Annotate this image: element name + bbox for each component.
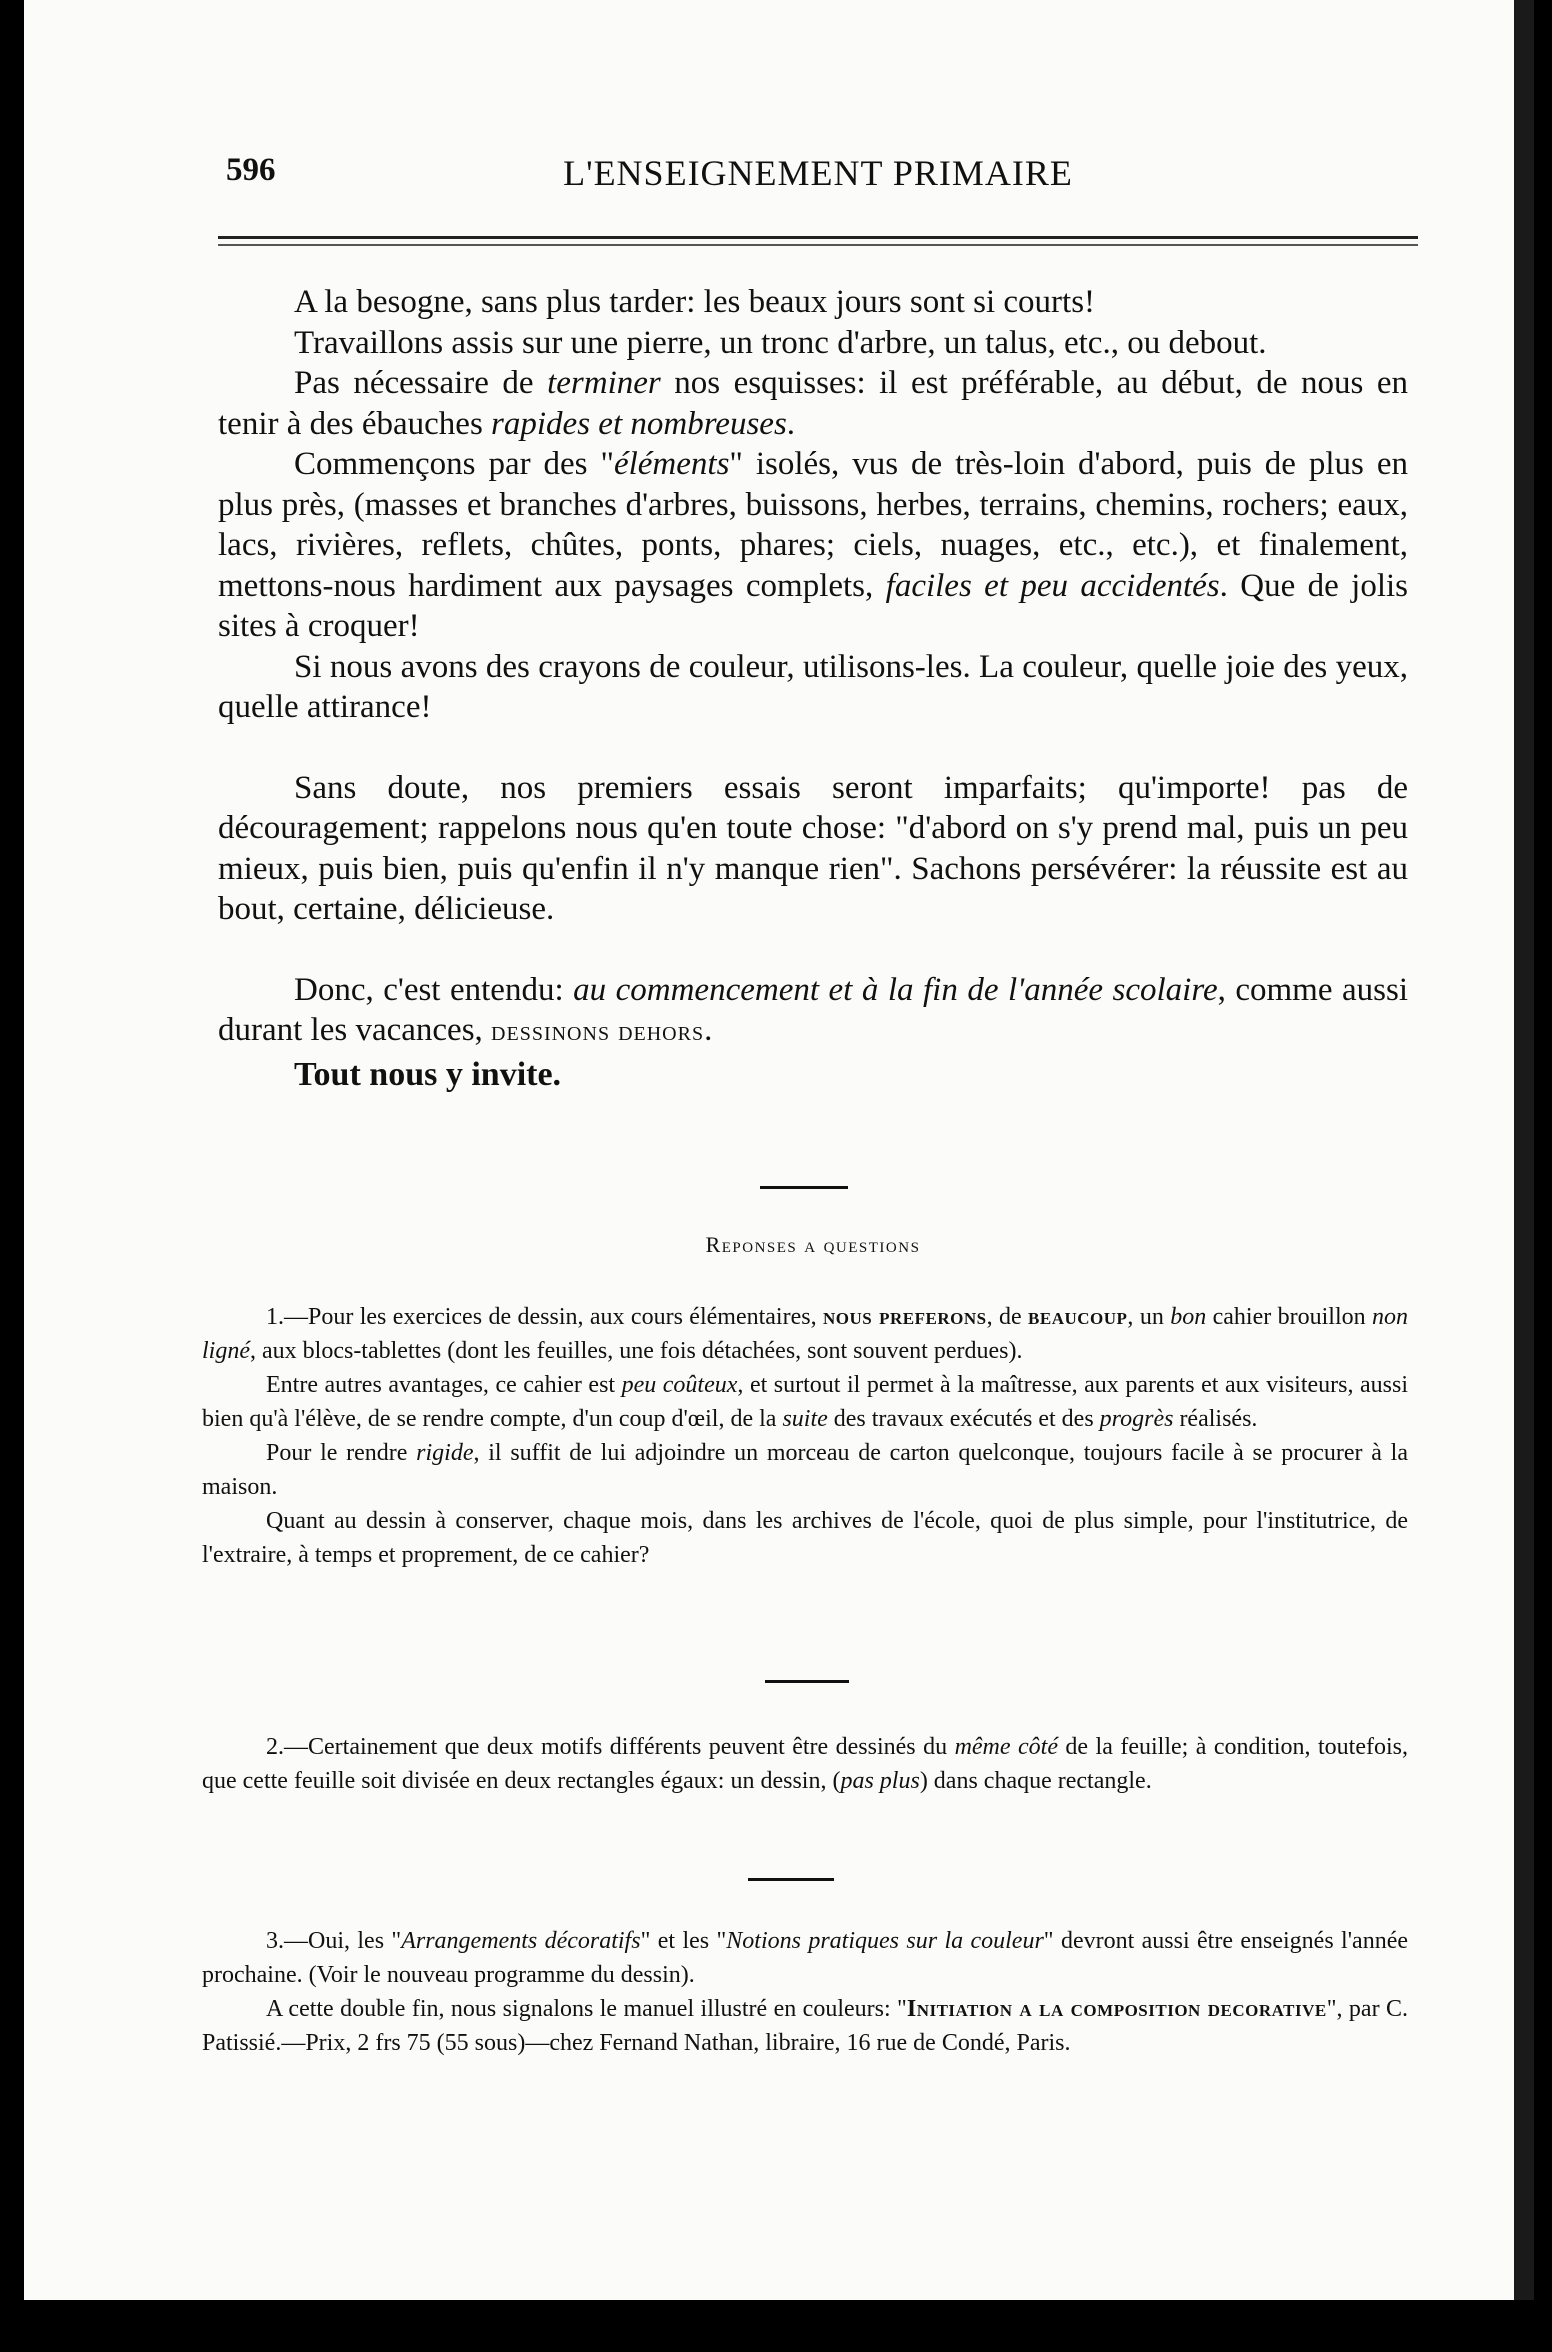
answer-2 [202, 1730, 1408, 1798]
paragraph: Pas nécessaire de terminer nos esquisses: il est préférable, au début, de nous en tenir à des ébauches rapides et nombreuses. [218, 365, 1408, 442]
section-title: Reponses a questions [705, 1232, 921, 1257]
separator-rule [765, 1680, 849, 1683]
answer-paragraph: 2.—Certainement que deux motifs différents peuvent être dessinés du même côté de la feuille; à condition, toutefois, que cette feuille soit divisée en deux rectangles égaux: un dessin, (pas plus) dans chaque rectangle. [202, 1734, 1408, 1794]
page-edge [1514, 0, 1534, 2300]
paragraph: Si nous avons des crayons de couleur, utilisons-les. La couleur, quelle joie des yeux, quelle attirance! [218, 648, 1408, 725]
separator-rule [760, 1186, 848, 1189]
answer-paragraph: A cette double fin, nous signalons le manuel illustré en couleurs: "Initiation a la composition decorative", par C. Patissié.—Prix, 2 frs 75 (55 sous)—chez Fernand Nathan, libraire, 16 rue de Condé, Paris. [202, 1996, 1408, 2056]
paragraph: A la besogne, sans plus tarder: les beaux jours sont si courts! [294, 284, 1096, 320]
answer-paragraph: Pour le rendre rigide, il suffit de lui adjoindre un morceau de carton quelconque, toujours facile à se procurer à la maison. [202, 1440, 1408, 1500]
page-number: 596 [226, 152, 276, 188]
answer-paragraph: 1.—Pour les exercices de dessin, aux cours élémentaires, nous preferons, de beaucoup, un bon cahier brouillon non ligné, aux blocs-tablettes (dont les feuilles, une fois détachées, sont souvent perdues). [202, 1304, 1409, 1364]
closing-line: Tout nous y invite. [294, 1055, 562, 1093]
answer-3 [202, 1924, 1408, 2060]
paragraph: Donc, c'est entendu: au commencement et à la fin de l'année scolaire, comme aussi durant les vacances, dessinons dehors. [218, 971, 1408, 1048]
answer-paragraph: 3.—Oui, les "Arrangements décoratifs" et les "Notions pratiques sur la couleur" devront aussi être enseignés l'année prochaine. (Voir le nouveau programme du dessin). [202, 1928, 1408, 1988]
paragraph: Travaillons assis sur une pierre, un tronc d'arbre, un talus, etc., ou debout. [294, 324, 1267, 361]
separator-rule [748, 1878, 834, 1881]
answer-paragraph: Entre autres avantages, ce cahier est peu coûteux, et surtout il permet à la maîtresse, aux parents et aux visiteurs, aussi bien qu'à l'élève, de se rendre compte, d'un coup d'œil, de la suite des travaux exécutés et des progrès réalisés. [202, 1372, 1409, 1432]
running-title: L'ENSEIGNEMENT PRIMAIRE [563, 153, 1073, 193]
paragraph: Commençons par des "éléments" isolés, vus de très-loin d'abord, puis de plus en plus près, (masses et branches d'arbres, buissons, herbes, terrains, chemins, rochers; eaux, lacs, rivières, reflets, chûtes, ponts, phares; ciels, nuages, etc., etc.), et finalement, mettons-nous hardiment aux paysages complets, faciles et peu accidentés. Que de jolis sites à croquer! [218, 446, 1409, 644]
answer-1 [202, 1300, 1408, 1572]
main-text [218, 282, 1408, 1095]
answer-paragraph: Quant au dessin à conserver, chaque mois, dans les archives de l'école, quoi de plus simple, pour l'institutrice, de l'extraire, à temps et proprement, de ce cahier? [202, 1508, 1408, 1568]
paragraph: Sans doute, nos premiers essais seront imparfaits; qu'importe! pas de découragement; rappelons nous qu'en toute chose: "d'abord on s'y prend mal, puis un peu mieux, puis bien, puis qu'enfin il n'y manque rien". Sachons persévérer: la réussite est au bout, certaine, délicieuse. [218, 769, 1408, 927]
header-rule-top [218, 236, 1418, 239]
header-rule-bottom [218, 244, 1418, 246]
running-header [220, 152, 1416, 202]
